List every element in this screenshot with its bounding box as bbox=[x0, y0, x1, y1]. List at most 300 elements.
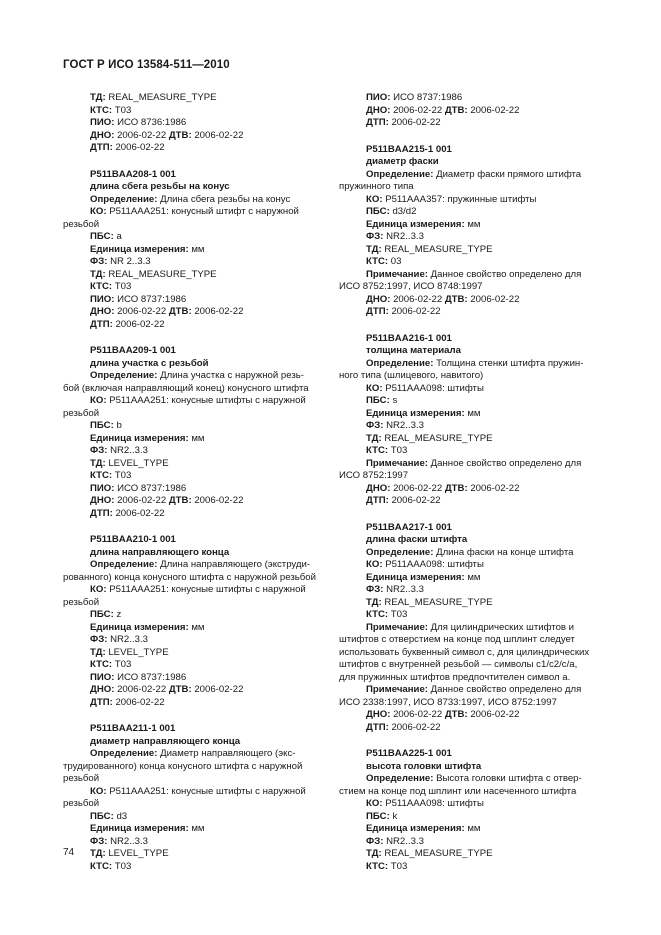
field-label: ДНО: bbox=[90, 495, 115, 506]
field-label: ДТП: bbox=[90, 696, 113, 708]
property-field bbox=[63, 508, 322, 521]
property-code: P511BAA210-1 001 bbox=[90, 534, 176, 545]
field-label: Единица измерения: bbox=[90, 621, 189, 633]
field-value: 2006-02-22 bbox=[391, 721, 441, 733]
property-field bbox=[63, 748, 322, 761]
property-field bbox=[63, 786, 322, 799]
field-label: Единица измерения: bbox=[90, 823, 189, 834]
field-label: ПИО: bbox=[90, 482, 115, 494]
field-value: 2006-02-22 bbox=[393, 709, 443, 720]
field-label: ДТВ: bbox=[444, 709, 468, 720]
property-field bbox=[63, 672, 322, 685]
field-label: Определение: bbox=[366, 168, 434, 180]
field-label: КТС: bbox=[366, 860, 389, 872]
property-field bbox=[63, 231, 322, 244]
field-value: NR2..3.3 bbox=[110, 634, 148, 645]
property-field bbox=[339, 269, 598, 282]
property-field bbox=[339, 559, 598, 572]
property-field bbox=[339, 244, 598, 257]
property-code: P511BAA211-1 001 bbox=[90, 723, 176, 734]
field-label: Примечание: bbox=[366, 268, 428, 280]
property-name: диаметр фаски bbox=[366, 156, 439, 167]
field-label: КО: bbox=[90, 395, 107, 406]
field-value: 2006-02-22 bbox=[470, 482, 520, 494]
property-field bbox=[339, 306, 598, 319]
property-name: длина участка с резьбой bbox=[90, 357, 209, 369]
property-field bbox=[63, 495, 322, 508]
field-label: ДТП: bbox=[90, 142, 113, 153]
field-label: Единица измерения: bbox=[366, 571, 465, 583]
property-field bbox=[339, 219, 598, 232]
property-field bbox=[339, 811, 598, 824]
property-field bbox=[339, 117, 598, 130]
field-value: NR2..3.3 bbox=[386, 231, 424, 242]
field-continuation: ИСО 8752:1997, ИСО 8748:1997 bbox=[339, 281, 483, 292]
field-value: Т03 bbox=[114, 470, 132, 481]
property-entry bbox=[63, 169, 322, 332]
field-value: P511AAA357: пружинные штифты bbox=[385, 193, 537, 205]
field-label: ТД: bbox=[90, 848, 106, 859]
field-label: Единица измерения: bbox=[366, 407, 465, 419]
field-label: ФЗ: bbox=[90, 256, 108, 267]
property-field bbox=[339, 684, 598, 697]
field-value: P511AAA098: штифты bbox=[385, 798, 484, 809]
field-value: 2006-02-22 bbox=[393, 104, 443, 116]
field-label: Определение: bbox=[366, 773, 434, 784]
property-entry bbox=[339, 748, 598, 873]
property-field bbox=[63, 684, 322, 697]
field-label: ДНО: bbox=[366, 482, 391, 494]
property-field bbox=[339, 722, 598, 735]
field-label: ДТП: bbox=[366, 117, 389, 128]
field-label: ТД: bbox=[90, 92, 106, 103]
field-value: Длина участка с наружной резь- bbox=[160, 370, 304, 381]
field-value: Длина фаски на конце штифта bbox=[436, 546, 574, 558]
field-value: ИСО 8737:1986 bbox=[393, 92, 463, 103]
field-continuation: бой (включая направляющий конец) конусного штифта bbox=[63, 382, 309, 394]
field-continuation: резьбой bbox=[63, 798, 100, 809]
property-field bbox=[63, 319, 322, 332]
field-value: NR2..3.3 bbox=[386, 420, 424, 431]
property-field bbox=[339, 709, 598, 722]
field-value: NR2..3.3 bbox=[386, 584, 424, 595]
field-label: ТД: bbox=[90, 646, 106, 658]
property-entry bbox=[63, 534, 322, 709]
field-value: Т03 bbox=[390, 609, 408, 620]
field-label: КТС: bbox=[366, 256, 389, 267]
property-field bbox=[63, 130, 322, 143]
field-value: 2006-02-22 bbox=[393, 482, 443, 494]
left-column bbox=[63, 92, 322, 887]
field-continuation: штифтов с отверстием на конце под шплинт следует bbox=[339, 634, 575, 645]
field-label: Определение: bbox=[90, 559, 158, 570]
property-field bbox=[63, 823, 322, 836]
field-value: REAL_MEASURE_TYPE bbox=[108, 92, 217, 103]
field-value: 2006-02-22 bbox=[470, 293, 520, 305]
property-field bbox=[63, 420, 322, 433]
field-continuation: ного типа (шлицевого, навитого) bbox=[339, 370, 484, 381]
property-name: диаметр направляющего конца bbox=[90, 735, 241, 747]
field-value: 2006-02-22 bbox=[115, 142, 165, 153]
right-column bbox=[339, 92, 598, 887]
field-value: d3 bbox=[116, 810, 128, 822]
field-value: 2006-02-22 bbox=[117, 129, 167, 141]
property-field bbox=[63, 811, 322, 824]
field-value: LEVEL_TYPE bbox=[108, 646, 169, 658]
property-field bbox=[339, 294, 598, 307]
field-value: Длина направляющего (экструди- bbox=[160, 559, 311, 570]
property-field bbox=[339, 572, 598, 585]
field-value: 03 bbox=[390, 256, 402, 267]
property-field bbox=[339, 231, 598, 244]
field-value: 2006-02-22 bbox=[470, 709, 520, 720]
field-continuation: ИСО 2338:1997, ИСО 8733:1997, ИСО 8752:1997 bbox=[339, 696, 557, 708]
field-label: Определение: bbox=[90, 193, 158, 205]
property-entry bbox=[339, 333, 598, 508]
field-value: NR2..3.3 bbox=[110, 445, 148, 456]
property-name: длина направляющего конца bbox=[90, 546, 230, 558]
field-value: мм bbox=[467, 571, 481, 583]
property-field bbox=[63, 395, 322, 408]
field-label: ДТВ: bbox=[444, 482, 468, 494]
property-field bbox=[63, 256, 322, 269]
field-value: мм bbox=[467, 218, 481, 230]
field-label: ПБС: bbox=[90, 810, 114, 822]
field-value: ИСО 8737:1986 bbox=[117, 671, 187, 683]
field-label: ПБС: bbox=[366, 395, 390, 406]
field-label: ПИО: bbox=[90, 671, 115, 683]
field-value: 2006-02-22 bbox=[391, 495, 441, 506]
field-continuation: стием на конце под шплинт или насеченного штифта bbox=[339, 785, 577, 797]
property-field bbox=[339, 547, 598, 560]
field-label: ДТП: bbox=[366, 721, 389, 733]
field-continuation: рованного) конца конусного штифта с наружной резьбой bbox=[63, 571, 316, 583]
field-label: КТС: bbox=[90, 470, 113, 481]
field-label: ДНО: bbox=[366, 293, 391, 305]
property-field bbox=[339, 495, 598, 508]
property-field bbox=[339, 798, 598, 811]
field-label: ПБС: bbox=[90, 231, 114, 242]
property-field bbox=[339, 420, 598, 433]
field-label: ДНО: bbox=[90, 129, 115, 141]
property-field bbox=[63, 117, 322, 130]
property-field bbox=[339, 445, 598, 458]
property-field bbox=[339, 848, 598, 861]
field-label: ПИО: bbox=[90, 293, 115, 305]
field-value: Данное свойство определено для bbox=[430, 684, 582, 695]
field-value: Т03 bbox=[114, 104, 132, 116]
property-field bbox=[63, 483, 322, 496]
field-value: ИСО 8737:1986 bbox=[117, 482, 187, 494]
property-field bbox=[339, 408, 598, 421]
field-label: ФЗ: bbox=[366, 420, 384, 431]
field-value: REAL_MEASURE_TYPE bbox=[384, 596, 493, 608]
field-value: Длина сбега резьбы на конус bbox=[160, 193, 291, 205]
property-code: P511BAA225-1 001 bbox=[366, 748, 452, 759]
field-value: мм bbox=[467, 823, 481, 834]
field-value: Диаметр фаски прямого штифта bbox=[436, 168, 582, 180]
property-field bbox=[63, 370, 322, 383]
property-field bbox=[339, 773, 598, 786]
field-label: КТС: bbox=[366, 445, 389, 456]
field-label: ПБС: bbox=[90, 420, 114, 431]
field-value: P511AAA098: штифты bbox=[385, 382, 484, 394]
field-value: 2006-02-22 bbox=[194, 129, 244, 141]
field-value: 2006-02-22 bbox=[115, 507, 165, 519]
field-value: 2006-02-22 bbox=[393, 293, 443, 305]
property-entry bbox=[63, 723, 322, 873]
field-label: ТД: bbox=[366, 243, 382, 255]
field-value: P511AAA251: конусные штифты с наружной bbox=[109, 785, 306, 797]
field-value: Т03 bbox=[390, 860, 408, 872]
field-value: мм bbox=[191, 243, 205, 255]
property-field bbox=[339, 395, 598, 408]
field-label: КТС: bbox=[90, 104, 113, 116]
field-value: P511AAA251: конусный штифт с наружной bbox=[109, 206, 299, 217]
field-label: ПБС: bbox=[366, 810, 390, 822]
property-field bbox=[63, 836, 322, 849]
field-label: КТС: bbox=[90, 860, 113, 872]
field-value: NR 2..3.3 bbox=[110, 256, 151, 267]
field-value: k bbox=[392, 810, 398, 822]
property-field bbox=[339, 92, 598, 105]
field-label: ФЗ: bbox=[90, 835, 108, 847]
field-value: ИСО 8736:1986 bbox=[117, 117, 187, 128]
property-field bbox=[339, 836, 598, 849]
property-field bbox=[63, 697, 322, 710]
field-label: Примечание: bbox=[366, 684, 428, 695]
property-field bbox=[63, 622, 322, 635]
field-label: КО: bbox=[90, 584, 107, 595]
property-field bbox=[63, 244, 322, 257]
field-label: ДТВ: bbox=[168, 306, 192, 317]
field-continuation: резьбой bbox=[63, 218, 100, 230]
property-entry bbox=[339, 522, 598, 735]
field-label: Единица измерения: bbox=[366, 823, 465, 834]
field-label: ФЗ: bbox=[366, 835, 384, 847]
property-code: P511BAA208-1 001 bbox=[90, 168, 176, 180]
field-label: Определение: bbox=[90, 748, 158, 759]
field-label: ФЗ: bbox=[90, 634, 108, 645]
property-field bbox=[339, 622, 598, 635]
property-field bbox=[63, 445, 322, 458]
property-field bbox=[339, 256, 598, 269]
field-value: z bbox=[116, 609, 122, 620]
field-label: ПБС: bbox=[366, 206, 390, 217]
property-field bbox=[63, 861, 322, 874]
field-label: ДТП: bbox=[90, 507, 113, 519]
field-label: Определение: bbox=[366, 357, 434, 369]
field-label: КО: bbox=[90, 785, 107, 797]
property-field bbox=[63, 584, 322, 597]
property-entry bbox=[339, 144, 598, 319]
field-value: 2006-02-22 bbox=[194, 495, 244, 506]
field-continuation: ИСО 8752:1997 bbox=[339, 470, 409, 481]
property-field bbox=[339, 383, 598, 396]
field-value: ИСО 8737:1986 bbox=[117, 293, 187, 305]
property-name: длина фаски штифта bbox=[366, 534, 468, 545]
property-code: P511BAA215-1 001 bbox=[366, 143, 452, 155]
field-value: Высота головки штифта с отвер- bbox=[436, 773, 582, 784]
field-value: 2006-02-22 bbox=[117, 495, 167, 506]
field-value: мм bbox=[467, 407, 481, 419]
property-field bbox=[339, 823, 598, 836]
field-value: REAL_MEASURE_TYPE bbox=[384, 243, 493, 255]
field-label: ТД: bbox=[366, 432, 382, 444]
field-value: P511AAA098: штифты bbox=[385, 559, 484, 570]
field-value: LEVEL_TYPE bbox=[108, 457, 169, 469]
field-label: ДТП: bbox=[366, 495, 389, 506]
property-field bbox=[339, 458, 598, 471]
property-field bbox=[63, 609, 322, 622]
property-field bbox=[63, 281, 322, 294]
field-label: КТС: bbox=[366, 609, 389, 620]
property-entry bbox=[63, 92, 322, 155]
field-label: ТД: bbox=[90, 268, 106, 280]
field-label: ФЗ: bbox=[90, 445, 108, 456]
field-label: КТС: bbox=[90, 659, 113, 670]
field-label: ФЗ: bbox=[366, 231, 384, 242]
property-field bbox=[339, 433, 598, 446]
page-header: ГОСТ Р ИСО 13584-511—2010 bbox=[63, 59, 230, 71]
field-label: ТД: bbox=[90, 457, 106, 469]
property-field bbox=[63, 306, 322, 319]
page-number: 74 bbox=[63, 847, 75, 858]
field-value: 2006-02-22 bbox=[470, 104, 520, 116]
field-label: ДТВ: bbox=[444, 293, 468, 305]
field-label: ТД: bbox=[366, 596, 382, 608]
property-field bbox=[63, 634, 322, 647]
field-value: 2006-02-22 bbox=[115, 318, 165, 330]
field-continuation: штифтов с внутренней резьбой — символы c1/c2/c/a, bbox=[339, 659, 578, 670]
field-value: Т03 bbox=[390, 445, 408, 456]
field-value: NR2..3.3 bbox=[110, 835, 148, 847]
field-label: ФЗ: bbox=[366, 584, 384, 595]
field-label: Определение: bbox=[90, 370, 158, 381]
field-value: s bbox=[392, 395, 398, 406]
field-value: Т03 bbox=[114, 281, 132, 292]
property-field bbox=[63, 458, 322, 471]
field-value: Толщина стенки штифта пружин- bbox=[436, 357, 584, 369]
field-value: NR2..3.3 bbox=[386, 835, 424, 847]
property-field bbox=[63, 269, 322, 282]
field-label: ДТВ: bbox=[444, 104, 468, 116]
property-field bbox=[63, 206, 322, 219]
field-label: Единица измерения: bbox=[366, 218, 465, 230]
field-continuation: резьбой bbox=[63, 407, 100, 419]
field-value: мм bbox=[191, 823, 205, 834]
field-label: ПИО: bbox=[366, 92, 391, 103]
field-label: КО: bbox=[366, 798, 383, 809]
field-value: 2006-02-22 bbox=[117, 306, 167, 317]
field-value: 2006-02-22 bbox=[194, 306, 244, 317]
property-field bbox=[339, 597, 598, 610]
field-continuation: для пружинных штифтов предпочтителен символ a. bbox=[339, 671, 571, 683]
field-label: КО: bbox=[90, 206, 107, 217]
field-label: КТС: bbox=[90, 281, 113, 292]
property-field bbox=[339, 206, 598, 219]
field-value: мм bbox=[191, 432, 205, 444]
field-label: Единица измерения: bbox=[90, 432, 189, 444]
field-continuation: использовать буквенный символ c, для цилиндрических bbox=[339, 646, 590, 658]
property-field bbox=[339, 194, 598, 207]
property-entry bbox=[339, 92, 598, 130]
field-value: P511AAA251: конусные штифты с наружной bbox=[109, 584, 306, 595]
field-label: КО: bbox=[366, 382, 383, 394]
property-field bbox=[339, 483, 598, 496]
property-field bbox=[63, 294, 322, 307]
field-label: ДНО: bbox=[90, 306, 115, 317]
property-entry bbox=[63, 345, 322, 520]
property-name: длина сбега резьбы на конус bbox=[90, 181, 230, 192]
field-value: a bbox=[116, 231, 122, 242]
property-field bbox=[63, 92, 322, 105]
field-label: ПИО: bbox=[90, 117, 115, 128]
property-field bbox=[63, 470, 322, 483]
field-label: Определение: bbox=[366, 546, 434, 558]
property-field bbox=[339, 609, 598, 622]
field-continuation: резьбой bbox=[63, 773, 100, 784]
field-value: Данное свойство определено для bbox=[430, 268, 582, 280]
property-name: высота головки штифта bbox=[366, 760, 482, 772]
property-code: P511BAA217-1 001 bbox=[366, 521, 452, 533]
field-label: ДНО: bbox=[366, 104, 391, 116]
field-label: Единица измерения: bbox=[90, 243, 189, 255]
field-continuation: пружинного типа bbox=[339, 181, 414, 192]
field-label: КО: bbox=[366, 193, 383, 205]
property-field bbox=[63, 659, 322, 672]
field-label: ДТВ: bbox=[168, 495, 192, 506]
field-continuation: трудированного) конца конусного штифта с наружной bbox=[63, 760, 303, 772]
property-code: P511BAA216-1 001 bbox=[366, 332, 452, 344]
field-value: Данное свойство определено для bbox=[430, 457, 582, 469]
property-field bbox=[339, 169, 598, 182]
field-value: Т03 bbox=[114, 659, 132, 670]
field-value: 2006-02-22 bbox=[391, 117, 441, 128]
field-value: Диаметр направляющего (экс- bbox=[160, 748, 296, 759]
property-name: толщина материала bbox=[366, 345, 461, 356]
field-continuation: резьбой bbox=[63, 596, 100, 608]
field-value: P511AAA251: конусные штифты с наружной bbox=[109, 395, 306, 406]
field-value: Для цилиндрических штифтов и bbox=[430, 621, 575, 633]
field-value: REAL_MEASURE_TYPE bbox=[384, 848, 493, 859]
field-label: ДТВ: bbox=[168, 684, 192, 695]
field-value: LEVEL_TYPE bbox=[108, 848, 169, 859]
field-value: 2006-02-22 bbox=[117, 684, 167, 695]
property-field bbox=[63, 142, 322, 155]
property-field bbox=[339, 358, 598, 371]
field-value: d3/d2 bbox=[392, 206, 417, 217]
field-label: ДТВ: bbox=[168, 129, 192, 141]
property-field bbox=[63, 105, 322, 118]
property-field bbox=[339, 584, 598, 597]
property-code: P511BAA209-1 001 bbox=[90, 345, 176, 356]
field-label: ПБС: bbox=[90, 609, 114, 620]
property-field bbox=[63, 647, 322, 660]
field-value: REAL_MEASURE_TYPE bbox=[384, 432, 493, 444]
field-value: 2006-02-22 bbox=[391, 306, 441, 317]
field-value: мм bbox=[191, 621, 205, 633]
field-label: Примечание: bbox=[366, 621, 428, 633]
property-field bbox=[63, 433, 322, 446]
field-label: КО: bbox=[366, 559, 383, 570]
property-field bbox=[63, 848, 322, 861]
field-label: ДНО: bbox=[366, 709, 391, 720]
field-value: 2006-02-22 bbox=[115, 696, 165, 708]
field-label: ТД: bbox=[366, 848, 382, 859]
field-value: b bbox=[116, 420, 122, 431]
field-value: REAL_MEASURE_TYPE bbox=[108, 268, 217, 280]
